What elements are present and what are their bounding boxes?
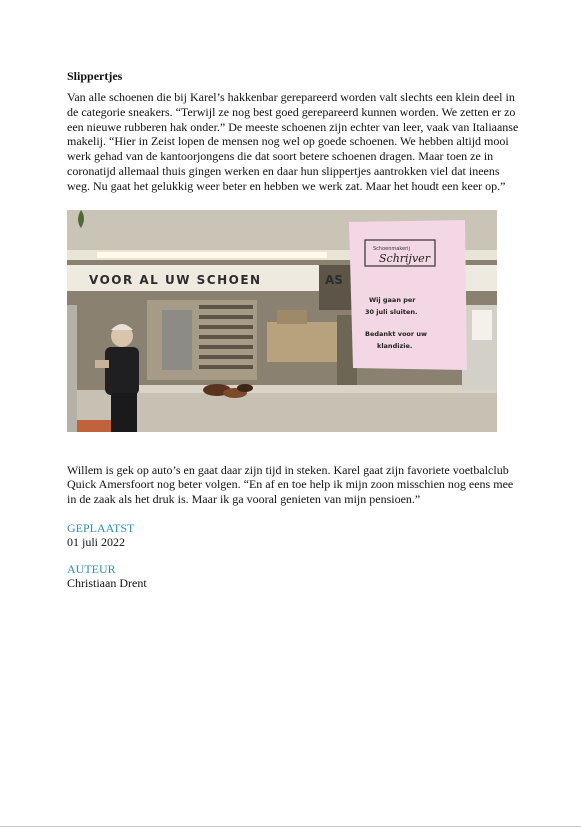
article-photo — [67, 210, 497, 432]
page-bottom-divider — [0, 826, 581, 827]
shop-photo-illustration — [67, 210, 497, 432]
sign-line-2: 30 juli sluiten. — [365, 307, 418, 316]
sign-line-1: Wij gaan per — [369, 295, 416, 304]
article-paragraph-1: Van alle schoenen die bij Karel’s hakkenbar gerepareerd worden valt slechts een klein deel in de categorie sneakers. “Terwijl ze nog best goed gerepareerd kunnen worden. We zetten er zo een nieuwe rubberen hak onder.” De meeste schoenen zijn echter van leer, vaak van Italiaanse makelij. “Hier in Zeist lopen de mensen nog wel op goede schoenen. We hebben altijd mooi werk gehad van de kantoorjongens die dat soort betere schoenen dragen. Maar toen ze in coronatijd allemaal thuis gingen werken en daar hun slippertjes aantrokken viel dat ineens weg. Nu gaat het gelukkig weer beter en hebben we werk zat. Maar het houdt een keer op.” — [67, 90, 519, 193]
sign-logo: Schrijver — [379, 251, 430, 265]
posted-label: GEPLAATST — [67, 520, 135, 535]
sign-line-4: klandizie. — [377, 341, 413, 350]
article-paragraph-2: Willem is gek op auto’s en gaat daar zijn tijd in steken. Karel gaat zijn favoriete voetbalclub Quick Amersfoort nog beter volgen. “En af en toe help ik mijn zoon misschien nog eens mee in de zaak als het druk is. Maar ik ga vooral genieten van mijn pensioen.” — [67, 462, 514, 507]
shop-banner-tail: AS — [325, 272, 343, 287]
article-title: Slippertjes — [67, 69, 123, 83]
article — [67, 68, 519, 590]
sign-logo-small: Schoenmakerij — [373, 245, 410, 252]
sign-line-3: Bedankt voor uw — [365, 329, 427, 338]
author-label: AUTEUR — [67, 561, 116, 576]
posted-date: 01 juli 2022 — [67, 534, 126, 549]
author-name: Christiaan Drent — [67, 575, 147, 590]
shop-banner-text: VOOR AL UW SCHOEN — [89, 272, 262, 287]
closing-notice-sign — [349, 220, 467, 370]
